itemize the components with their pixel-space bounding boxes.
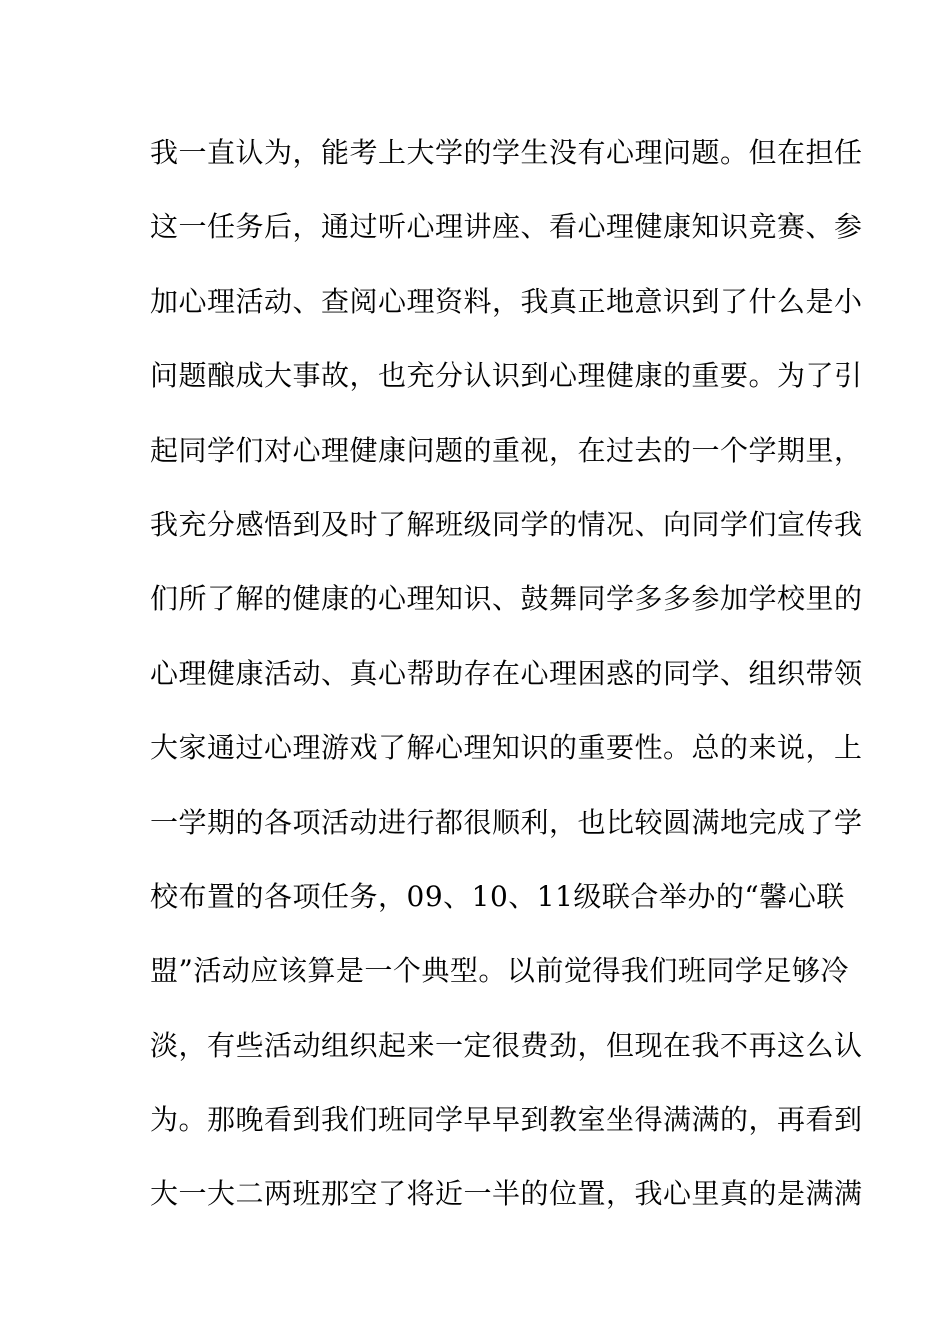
text-line: 为。那晚看到我们班同学早早到教室坐得满满的，再看到: [150, 1103, 863, 1137]
text-line: 淡，有些活动组织起来一定很费劲，但现在我不再这么认: [150, 1028, 863, 1062]
text-line: 心理健康活动、真心帮助存在心理困惑的同学、组织带领: [150, 656, 863, 690]
text-line: 们所了解的健康的心理知识、鼓舞同学多多参加学校里的: [150, 582, 863, 616]
text-line: 起同学们对心理健康问题的重视，在过去的一个学期里，: [150, 433, 863, 467]
text-line: 盟”活动应该算是一个典型。以前觉得我们班同学足够冷: [150, 954, 849, 988]
text-line: 问题酿成大事故，也充分认识到心理健康的重要。为了引: [150, 359, 863, 393]
text-line: 校布置的各项任务，09、10、11级联合举办的“馨心联: [150, 879, 845, 913]
text-line: 我充分感悟到及时了解班级同学的情况、向同学们宣传我: [150, 507, 863, 541]
text-line: 一学期的各项活动进行都很顺利，也比较圆满地完成了学: [150, 805, 863, 839]
text-line: 大一大二两班那空了将近一半的位置，我心里真的是满满: [150, 1177, 863, 1211]
text-line: 加心理活动、查阅心理资料，我真正地意识到了什么是小: [150, 284, 863, 318]
text-line: 这一任务后，通过听心理讲座、看心理健康知识竞赛、参: [150, 210, 863, 244]
text-line: 我一直认为，能考上大学的学生没有心理问题。但在担任: [150, 136, 863, 169]
body-text: [150, 128, 863, 1244]
text-line: 大家通过心理游戏了解心理知识的重要性。总的来说，上: [150, 731, 863, 765]
